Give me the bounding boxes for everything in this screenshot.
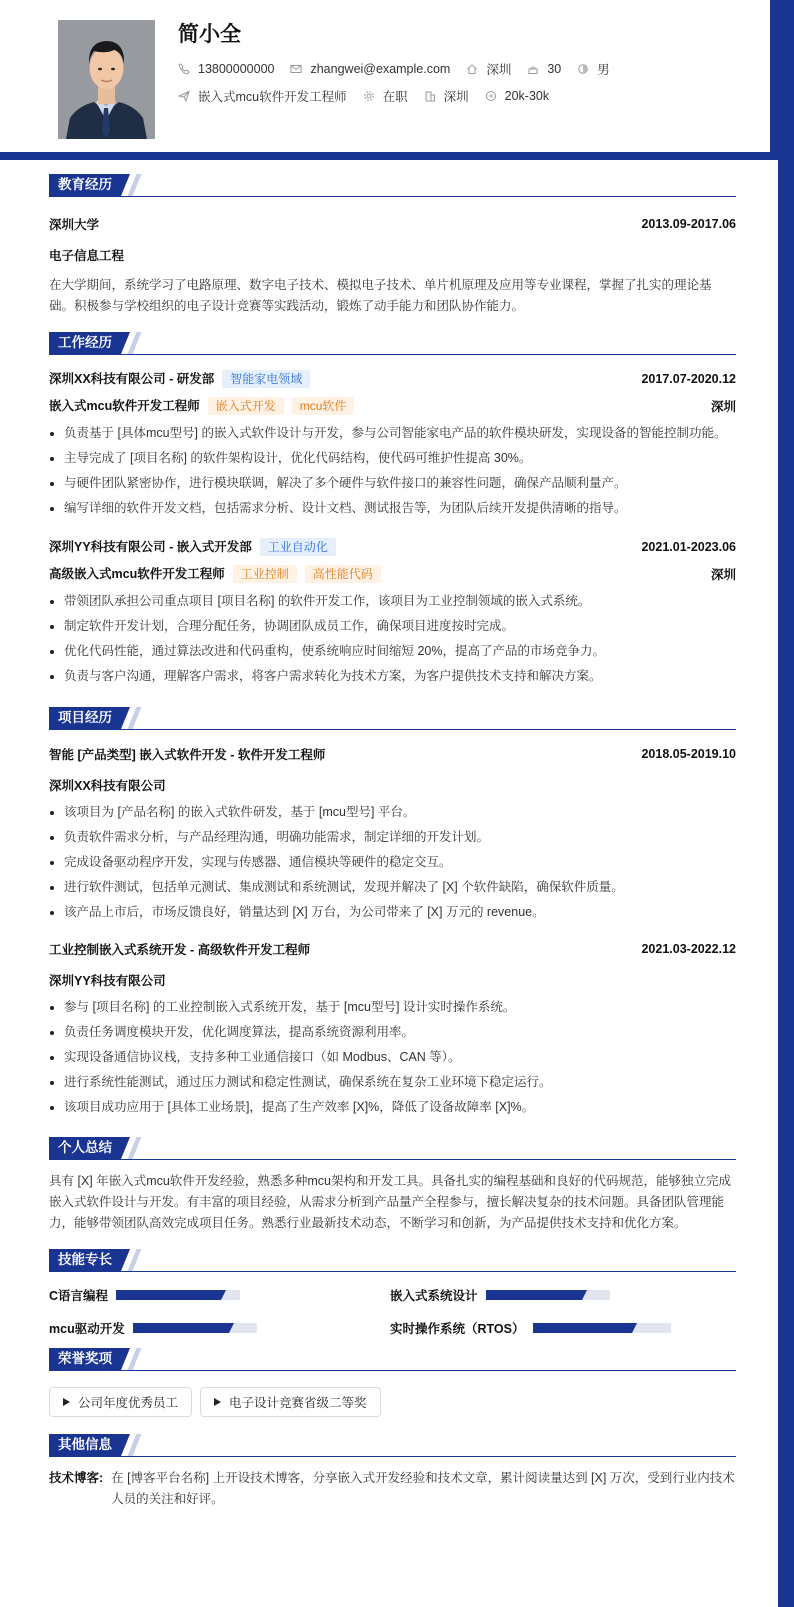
project-company-row <box>49 776 736 794</box>
list-item: 该项目成功应用于 [具体工业场景]，提高了生产效率 [X]%，降低了设备故障率 [X]%。 <box>64 1095 736 1120</box>
list-item: 制定软件开发计划，合理分配任务，协调团队成员工作，确保项目进度按时完成。 <box>64 614 736 639</box>
skill-bar <box>133 1323 257 1333</box>
award-name: 公司年度优秀员工 <box>78 1396 179 1410</box>
salary-item <box>485 89 549 103</box>
other-info-row <box>49 1468 736 1510</box>
project-name: 工业控制嵌入式系统开发 - 高级软件开发工程师 <box>49 943 311 957</box>
email-icon <box>290 63 302 75</box>
job-entry <box>49 369 736 521</box>
other-text: 在 [博客平台名称] 上开设技术博客，分享嵌入式开发经验和技术文章，累计阅读量达到 [X] 万次，受到行业内技术人员的关注和好评。 <box>111 1471 735 1506</box>
job-position: 嵌入式mcu软件开发工程师 <box>49 399 200 413</box>
building-icon <box>424 90 436 102</box>
section-header <box>49 707 736 730</box>
project-entry <box>49 940 736 1120</box>
awards-list <box>49 1387 736 1417</box>
coin-icon <box>485 90 497 102</box>
section-header <box>49 332 736 355</box>
project-company: 深圳YY科技有限公司 <box>49 974 166 988</box>
resume-body <box>49 174 736 1510</box>
job-period: 2021.01-2023.06 <box>641 539 736 554</box>
target-city-item <box>424 87 469 105</box>
job-bullets <box>49 421 736 521</box>
job-period: 2017.07-2020.12 <box>641 371 736 386</box>
play-icon <box>63 1398 70 1406</box>
section-header <box>49 174 736 197</box>
list-item: 编写详细的软件开发文档，包括需求分析、设计文档、测试报告等，为团队后续开发提供清晰的指导。 <box>64 496 736 521</box>
skill-tag: 工业控制 <box>233 565 297 583</box>
major-name: 电子信息工程 <box>49 249 125 263</box>
section-header <box>49 1249 736 1272</box>
list-item: 负责与客户沟通，理解客户需求，将客户需求转化为技术方案，为客户提供技术支持和解决方案。 <box>64 664 736 689</box>
gender-item <box>577 60 610 78</box>
section-header <box>49 1348 736 1371</box>
list-item: 参与 [项目名称] 的工业控制嵌入式系统开发，基于 [mcu型号] 设计实时操作系统。 <box>64 995 736 1020</box>
education-description: 在大学期间，系统学习了电路原理、数字电子技术、模拟电子技术、单片机原理及应用等专业课程，掌握了扎实的理论基础。积极参与学校组织的电子设计竞赛等实践活动，锻炼了动手能力和团队协作能力。 <box>49 278 712 313</box>
job-title-value: 嵌入式mcu软件开发工程师 <box>198 90 347 104</box>
skill-item <box>49 1319 257 1337</box>
project-bullets <box>49 800 736 925</box>
status-item <box>363 87 408 105</box>
age-value: 30 <box>547 62 562 76</box>
skill-tag: 高性能代码 <box>305 565 381 583</box>
skill-item <box>49 1286 240 1304</box>
gear-icon <box>363 90 375 102</box>
list-item: 完成设备驱动程序开发，实现与传感器、通信模块等硬件的稳定交互。 <box>64 850 736 875</box>
candidate-name: 简小全 <box>178 23 241 46</box>
email-value[interactable]: zhangwei@example.com <box>310 62 451 76</box>
project-period: 2018.05-2019.10 <box>641 747 736 761</box>
job-company: 深圳YY科技有限公司 - 嵌入式开发部 <box>49 540 252 554</box>
section-title: 荣誉奖项 <box>49 1348 121 1370</box>
list-item: 进行软件测试，包括单元测试、集成测试和系统测试，发现并解决了 [X] 个软件缺陷，确保软件质量。 <box>64 875 736 900</box>
job-company-row <box>49 369 736 388</box>
age-item <box>527 62 561 76</box>
skill-bar <box>486 1290 610 1300</box>
summary-section <box>49 1137 736 1234</box>
job-bullets <box>49 589 736 689</box>
section-header <box>49 1434 736 1457</box>
job-title-item <box>178 87 347 105</box>
location-value: 深圳 <box>486 63 512 77</box>
section-header <box>49 1137 736 1160</box>
section-title: 技能专长 <box>49 1249 121 1271</box>
gender-value: 男 <box>597 63 610 77</box>
phone-icon <box>178 63 190 75</box>
avatar-photo <box>58 20 155 139</box>
list-item: 与硬件团队紧密协作，进行模块联调，解决了多个硬件与软件接口的兼容性问题，确保产品顺利量产。 <box>64 471 736 496</box>
skill-tag: 嵌入式开发 <box>208 397 284 415</box>
header <box>0 0 770 152</box>
contact-row <box>178 60 626 78</box>
section-title: 工作经历 <box>49 332 121 354</box>
list-item: 负责基于 [具体mcu型号] 的嵌入式软件设计与开发，参与公司智能家电产品的软件模块研发，实现设备的智能控制功能。 <box>64 421 736 446</box>
skill-bar-fill <box>486 1290 583 1300</box>
skill-item <box>390 1286 610 1304</box>
skill-bar-fill <box>133 1323 230 1333</box>
skill-name: 嵌入式系统设计 <box>390 1289 478 1303</box>
skill-name: mcu驱动开发 <box>49 1322 125 1336</box>
award-name: 电子设计竞赛省级二等奖 <box>229 1396 367 1410</box>
awards-section <box>49 1348 736 1417</box>
list-item: 优化代码性能，通过算法改进和代码重构，使系统响应时间缩短 20%，提高了产品的市场竞争力。 <box>64 639 736 664</box>
skill-name: C语言编程 <box>49 1289 109 1303</box>
skill-bar-fill <box>533 1323 632 1333</box>
award-item <box>49 1387 192 1417</box>
list-item: 带领团队承担公司重点项目 [项目名称] 的软件开发工作，该项目为工业控制领域的嵌入式系统。 <box>64 589 736 614</box>
skills-section <box>49 1249 736 1336</box>
list-item: 实现设备通信协议栈，支持多种工业通信接口（如 Modbus、CAN 等）。 <box>64 1045 736 1070</box>
list-item: 负责软件需求分析，与产品经理沟通，明确功能需求，制定详细的开发计划。 <box>64 825 736 850</box>
home-icon <box>466 63 478 75</box>
work-section <box>49 332 736 689</box>
skill-bar <box>533 1323 671 1333</box>
education-row <box>49 215 736 233</box>
school-name: 深圳大学 <box>49 218 100 232</box>
skill-item <box>390 1319 671 1337</box>
send-icon <box>178 90 190 102</box>
education-period: 2013.09-2017.06 <box>641 217 736 231</box>
email-item <box>290 62 450 76</box>
award-item <box>200 1387 381 1417</box>
skill-name: 实时操作系统（RTOS） <box>390 1322 525 1336</box>
phone-value[interactable]: 13800000000 <box>198 62 275 76</box>
job-position-row <box>49 564 736 583</box>
list-item: 该产品上市后，市场反馈良好，销量达到 [X] 万台，为公司带来了 [X] 万元的 revenue。 <box>64 900 736 925</box>
salary-value: 20k-30k <box>504 89 550 103</box>
location-item <box>466 60 511 78</box>
cake-icon <box>527 63 539 75</box>
job-company-row <box>49 537 736 556</box>
job-entry <box>49 537 736 689</box>
other-section <box>49 1434 736 1510</box>
target-city-value: 深圳 <box>443 90 469 104</box>
status-value: 在职 <box>382 90 408 104</box>
project-period: 2021.03-2022.12 <box>641 942 736 956</box>
education-section <box>49 174 736 317</box>
section-title: 项目经历 <box>49 707 121 729</box>
list-item: 主导完成了 [项目名称] 的软件架构设计，优化代码结构，使代码可维护性提高 30%。 <box>64 446 736 471</box>
section-title: 教育经历 <box>49 174 121 196</box>
skill-bar-fill <box>116 1290 221 1300</box>
job-position-row <box>49 396 736 415</box>
skills-grid <box>49 1272 736 1336</box>
list-item: 负责任务调度模块开发，优化调度算法，提高系统资源利用率。 <box>64 1020 736 1045</box>
skill-bar <box>116 1290 240 1300</box>
project-bullets <box>49 995 736 1120</box>
list-item: 进行系统性能测试，通过压力测试和稳定性测试，确保系统在复杂工业环境下稳定运行。 <box>64 1070 736 1095</box>
project-title-row <box>49 940 736 958</box>
project-name: 智能 [产品类型] 嵌入式软件开发 - 软件开发工程师 <box>49 748 326 762</box>
job-position: 高级嵌入式mcu软件开发工程师 <box>49 567 225 581</box>
other-label: 技术博客: <box>49 1471 104 1485</box>
right-frame <box>778 0 794 1607</box>
section-title: 个人总结 <box>49 1137 121 1159</box>
gender-icon <box>577 63 589 75</box>
project-company: 深圳XX科技有限公司 <box>49 779 166 793</box>
job-row <box>178 87 565 105</box>
summary-text: 具有 [X] 年嵌入式mcu软件开发经验，熟悉多种mcu架构和开发工具。具备扎实的编程基础和良好的代码规范，能够独立完成嵌入式软件设计与开发。有丰富的项目经验，从需求分析到产品量产全程参与，擅长解决复杂的技术问题。具备团队管理能力，能够带领团队高效完成项目任务。熟悉行业最新技术动态，不断学习和创新，为产品提供技术支持和优化方案。 <box>49 1174 731 1230</box>
major-row <box>49 246 736 264</box>
project-title-row <box>49 745 736 763</box>
project-section <box>49 707 736 1120</box>
section-title: 其他信息 <box>49 1434 121 1456</box>
job-company: 深圳XX科技有限公司 - 研发部 <box>49 372 215 386</box>
list-item: 该项目为 [产品名称] 的嵌入式软件研发，基于 [mcu型号] 平台。 <box>64 800 736 825</box>
industry-tag: 智能家电领域 <box>222 370 310 388</box>
industry-tag: 工业自动化 <box>260 538 336 556</box>
project-entry <box>49 745 736 925</box>
project-company-row <box>49 971 736 989</box>
job-city: 深圳 <box>710 399 736 414</box>
play-icon <box>214 1398 221 1406</box>
skill-tag: mcu软件 <box>292 397 355 415</box>
job-city: 深圳 <box>710 567 736 582</box>
phone-item <box>178 62 274 76</box>
